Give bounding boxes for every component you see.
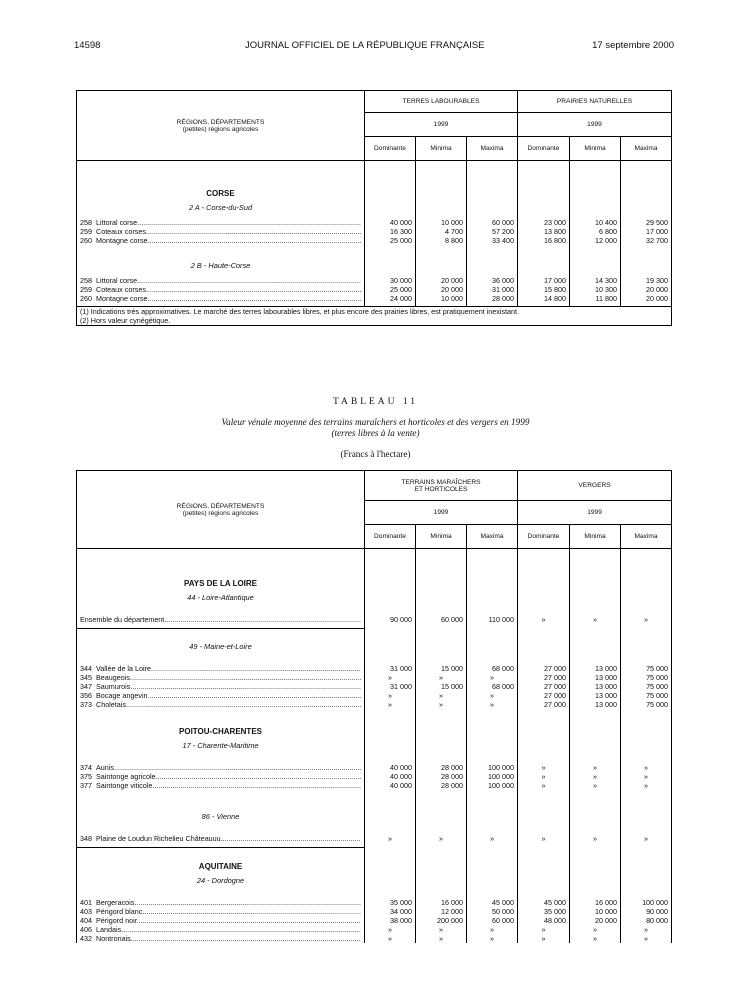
table-row	[77, 664, 672, 673]
cell: 40 000	[365, 781, 416, 790]
cell: 31 000	[365, 682, 416, 691]
table-row	[77, 834, 672, 848]
group-vergers: VERGERS	[518, 471, 672, 501]
row-number: 259	[80, 284, 92, 294]
cell: 35 000	[518, 907, 570, 916]
dept-title: 17 - Charente-Maritime	[77, 741, 365, 757]
cell: »	[621, 763, 672, 772]
cell: »	[416, 673, 467, 682]
row-number: 259	[80, 226, 92, 236]
col-minima: Minima	[416, 525, 467, 549]
cell: 27 000	[518, 664, 570, 673]
cell: 75 000	[621, 682, 672, 691]
cell: »	[365, 691, 416, 700]
cell: 10 000	[416, 294, 467, 307]
cell: 16 000	[570, 898, 621, 907]
table-row	[77, 285, 672, 294]
cell: 60 000	[467, 218, 518, 227]
row-number: 345	[80, 673, 92, 682]
row-label: Ensemble du département .....	[80, 615, 361, 624]
cell: 68 000	[467, 664, 518, 673]
cell: »	[365, 934, 416, 943]
table-row	[77, 907, 672, 916]
table-row	[77, 934, 672, 943]
cell: »	[416, 925, 467, 934]
cell: 110 000	[467, 615, 518, 629]
cell: »	[570, 934, 621, 943]
col-dominante: Dominante	[365, 525, 416, 549]
table-row	[77, 276, 672, 285]
cell: 100 000	[621, 898, 672, 907]
cell: 15 800	[518, 285, 570, 294]
cell: »	[621, 834, 672, 848]
cell: »	[518, 772, 570, 781]
cell: »	[621, 925, 672, 934]
cell: 36 000	[467, 276, 518, 285]
table-row	[77, 673, 672, 682]
col-minima: Minima	[570, 137, 621, 161]
section-title: POITOU-CHARENTES	[77, 727, 365, 741]
table-row	[77, 763, 672, 772]
note-2: (2) Hors valeur cynégétique.	[80, 315, 171, 325]
cell: »	[621, 781, 672, 790]
row-number: 348	[80, 834, 92, 843]
cell: 20 000	[570, 916, 621, 925]
cell: 32 700	[621, 236, 672, 245]
cell: 17 000	[621, 227, 672, 236]
row-label: Littoral corse .....	[96, 276, 361, 285]
row-label: Bocage angevin .....	[96, 691, 361, 700]
dept-title: 49 - Maine-et-Loire	[77, 642, 365, 658]
dept-title: 24 - Dordogne	[77, 876, 365, 892]
cell: 27 000	[518, 700, 570, 709]
note-1: (1) Indications très approximatives. Le marché des terres labourables libres, et plus encore des prairies libres, est pratiquement inexistant.	[80, 306, 520, 316]
region-header-cell	[77, 471, 365, 549]
col-dominante: Dominante	[518, 525, 570, 549]
cell: 28 000	[416, 781, 467, 790]
cell: 17 000	[518, 276, 570, 285]
cell: »	[570, 781, 621, 790]
col-maxima: Maxima	[467, 137, 518, 161]
cell: 12 000	[570, 236, 621, 245]
table-row	[77, 691, 672, 700]
cell: 15 000	[416, 664, 467, 673]
row-number: 260	[80, 235, 92, 245]
cell: »	[518, 763, 570, 772]
cell: »	[518, 834, 570, 848]
cell: »	[416, 834, 467, 848]
cell: 68 000	[467, 682, 518, 691]
cell: »	[518, 925, 570, 934]
col-maxima: Maxima	[621, 525, 672, 549]
cell: 10 300	[570, 285, 621, 294]
row-label: Bergeracois .....	[96, 898, 361, 907]
col-maxima: Maxima	[467, 525, 518, 549]
cell: 13 800	[518, 227, 570, 236]
year-a: 1999	[365, 501, 518, 525]
cell: 8 800	[416, 236, 467, 245]
cell: 34 000	[365, 907, 416, 916]
cell: 50 000	[467, 907, 518, 916]
cell: 4 700	[416, 227, 467, 236]
cell: 20 000	[416, 276, 467, 285]
cell: 28 000	[467, 294, 518, 307]
row-label: Vallée de la Loire .....	[96, 664, 361, 673]
cell: 75 000	[621, 664, 672, 673]
subtitle-line2: (terres libres à la vente)	[331, 428, 420, 438]
table-row	[77, 916, 672, 925]
year-b: 1999	[518, 501, 672, 525]
group-a-line2: ET HORTICOLES	[414, 485, 468, 493]
cell: »	[365, 925, 416, 934]
col-minima: Minima	[416, 137, 467, 161]
row-number: 375	[80, 772, 92, 781]
table-row	[77, 236, 672, 245]
table-row	[77, 682, 672, 691]
cell: 13 000	[570, 691, 621, 700]
cell: 12 000	[416, 907, 467, 916]
cell: 100 000	[467, 781, 518, 790]
cell: 25 000	[365, 236, 416, 245]
row-label: Coteaux corses .....	[96, 285, 361, 294]
region-header-line1: RÉGIONS, DÉPARTEMENTS	[176, 502, 265, 510]
row-number: 260	[80, 293, 92, 303]
row-number: 404	[80, 915, 92, 925]
dept-title: 44 - Loire-Atlantique	[77, 593, 365, 609]
row-label: Périgord blanc .....	[96, 907, 361, 916]
cell: 38 000	[365, 916, 416, 925]
row-label: Littoral corse .....	[96, 218, 361, 227]
cell: 16 800	[518, 236, 570, 245]
col-dominante: Dominante	[365, 137, 416, 161]
cell: 13 000	[570, 664, 621, 673]
cell: 28 000	[416, 772, 467, 781]
cell: 75 000	[621, 691, 672, 700]
cell: 23 000	[518, 218, 570, 227]
cell: 45 000	[467, 898, 518, 907]
cell: »	[570, 763, 621, 772]
table-row	[77, 898, 672, 907]
cell: »	[467, 691, 518, 700]
cell: 20 000	[621, 285, 672, 294]
cell: »	[518, 934, 570, 943]
region-header-line2: (petites) régions agricoles	[182, 509, 259, 517]
cell: 27 000	[518, 682, 570, 691]
cell: »	[365, 834, 416, 848]
group-prairies-naturelles: PRAIRIES NATURELLES	[518, 91, 672, 113]
group-terres-labourables: TERRES LABOURABLES	[365, 91, 518, 113]
row-label: Beaugeois .....	[96, 673, 361, 682]
cell: 100 000	[467, 772, 518, 781]
cell: 20 000	[416, 285, 467, 294]
cell: »	[467, 934, 518, 943]
group-maraichers	[365, 471, 518, 501]
row-label: Coteaux corses .....	[96, 227, 361, 236]
row-label: Saumurois .....	[96, 682, 361, 691]
cell: »	[365, 700, 416, 709]
row-number: 403	[80, 906, 92, 916]
row-label: Choletais .....	[96, 700, 361, 709]
cell: 11 800	[570, 294, 621, 307]
row-number: 373	[80, 700, 92, 709]
cell: 14 300	[570, 276, 621, 285]
row-number: 374	[80, 763, 92, 772]
table-notes	[77, 306, 672, 325]
cell: 31 000	[467, 285, 518, 294]
cell: 40 000	[365, 772, 416, 781]
row-label: Montagne corse .....	[96, 294, 361, 303]
table-maraichers-vergers	[76, 470, 672, 943]
cell: 16 300	[365, 227, 416, 236]
cell: »	[467, 834, 518, 848]
cell: 28 000	[416, 763, 467, 772]
dept-title: 86 - Vienne	[77, 812, 365, 828]
row-label: Saintonge viticole .....	[96, 781, 361, 790]
unit-label: (Francs à l'hectare)	[340, 449, 411, 459]
cell: 48 000	[518, 916, 570, 925]
row-label: Nontronais .....	[96, 934, 361, 943]
cell: 75 000	[621, 700, 672, 709]
col-minima: Minima	[570, 525, 621, 549]
cell: 27 000	[518, 691, 570, 700]
cell: 40 000	[365, 218, 416, 227]
cell: 13 000	[570, 673, 621, 682]
cell: 10 400	[570, 218, 621, 227]
table-row	[77, 218, 672, 227]
cell: 29 500	[621, 218, 672, 227]
dept-title: 2 B - Haute-Corse	[77, 261, 365, 276]
tableau-subtitle	[0, 417, 751, 439]
cell: 15 000	[416, 682, 467, 691]
cell: 57 200	[467, 227, 518, 236]
cell: 27 000	[518, 673, 570, 682]
section-title: PAYS DE LA LOIRE	[77, 579, 365, 593]
table-row	[77, 772, 672, 781]
col-maxima: Maxima	[621, 137, 672, 161]
cell: »	[416, 934, 467, 943]
table-row	[77, 294, 672, 307]
cell: »	[467, 700, 518, 709]
row-number: 406	[80, 924, 92, 934]
cell: 90 000	[621, 907, 672, 916]
cell: 60 000	[416, 615, 467, 629]
section-title: CORSE	[77, 189, 365, 203]
cell: 45 000	[518, 898, 570, 907]
cell: 40 000	[365, 763, 416, 772]
year-b: 1999	[518, 113, 672, 137]
row-label: Montagne corse .....	[96, 236, 361, 245]
row-number: 377	[80, 781, 92, 790]
cell: 16 000	[416, 898, 467, 907]
subtitle-line1: Valeur vénale moyenne des terrains maraîchers et horticoles et des vergers en 1999	[221, 417, 530, 427]
col-dominante: Dominante	[518, 137, 570, 161]
region-header-line1: RÉGIONS, DÉPARTEMENTS	[176, 118, 265, 126]
table-terres-prairies	[76, 90, 672, 326]
row-label: Aunis .....	[96, 763, 361, 772]
cell: 90 000	[365, 615, 416, 629]
cell: »	[570, 925, 621, 934]
issue-date: 17 septembre 2000	[592, 40, 674, 51]
cell: »	[416, 691, 467, 700]
cell: 35 000	[365, 898, 416, 907]
cell: 20 000	[621, 294, 672, 307]
page-header	[74, 40, 674, 54]
page-number: 14598	[74, 40, 101, 51]
cell: 60 000	[467, 916, 518, 925]
cell: 30 000	[365, 276, 416, 285]
cell: 31 000	[365, 664, 416, 673]
table-row	[77, 700, 672, 709]
cell: 13 000	[570, 700, 621, 709]
row-number: 347	[80, 682, 92, 691]
tableau-title: TABLEAU 11	[332, 397, 419, 407]
cell: 19 300	[621, 276, 672, 285]
table-row	[77, 615, 672, 629]
region-header-line2: (petites) régions agricoles	[182, 125, 259, 133]
cell: 13 000	[570, 682, 621, 691]
row-number: 258	[80, 217, 92, 227]
cell: 6 800	[570, 227, 621, 236]
cell: »	[467, 673, 518, 682]
row-number: 432	[80, 933, 92, 943]
row-number: 258	[80, 275, 92, 285]
dept-title: 2 A - Corse-du-Sud	[77, 203, 365, 218]
cell: 200 000	[416, 916, 467, 925]
row-number: 401	[80, 897, 92, 907]
table-row	[77, 925, 672, 934]
cell: 80 000	[621, 916, 672, 925]
table-row	[77, 781, 672, 790]
cell: »	[518, 781, 570, 790]
cell: »	[467, 925, 518, 934]
cell: 33 400	[467, 236, 518, 245]
region-header-cell	[77, 91, 365, 161]
row-label: Landais .....	[96, 925, 361, 934]
cell: 10 000	[570, 907, 621, 916]
cell: 75 000	[621, 673, 672, 682]
cell: »	[518, 615, 570, 629]
cell: »	[365, 673, 416, 682]
year-a: 1999	[365, 113, 518, 137]
row-number: 356	[80, 691, 92, 700]
cell: 10 000	[416, 218, 467, 227]
table-row	[77, 227, 672, 236]
cell: »	[570, 772, 621, 781]
cell: »	[621, 615, 672, 629]
cell: 100 000	[467, 763, 518, 772]
journal-title: JOURNAL OFFICIEL DE LA RÉPUBLIQUE FRANÇAISE	[245, 40, 485, 51]
row-number: 344	[80, 664, 92, 673]
cell: »	[416, 700, 467, 709]
cell: 14 800	[518, 294, 570, 307]
row-label: Périgord noir .....	[96, 916, 361, 925]
cell: »	[570, 834, 621, 848]
group-a-line1: TERRAINS MARAÎCHERS	[401, 478, 481, 486]
row-label: Plaine de Loudun Richelieu Châteauuu .....	[96, 834, 361, 843]
section-title: AQUITAINE	[77, 862, 365, 876]
cell: »	[621, 772, 672, 781]
cell: »	[570, 615, 621, 629]
cell: 25 000	[365, 285, 416, 294]
row-label: Saintonge agricole .....	[96, 772, 361, 781]
cell: »	[621, 934, 672, 943]
cell: 24 000	[365, 294, 416, 307]
